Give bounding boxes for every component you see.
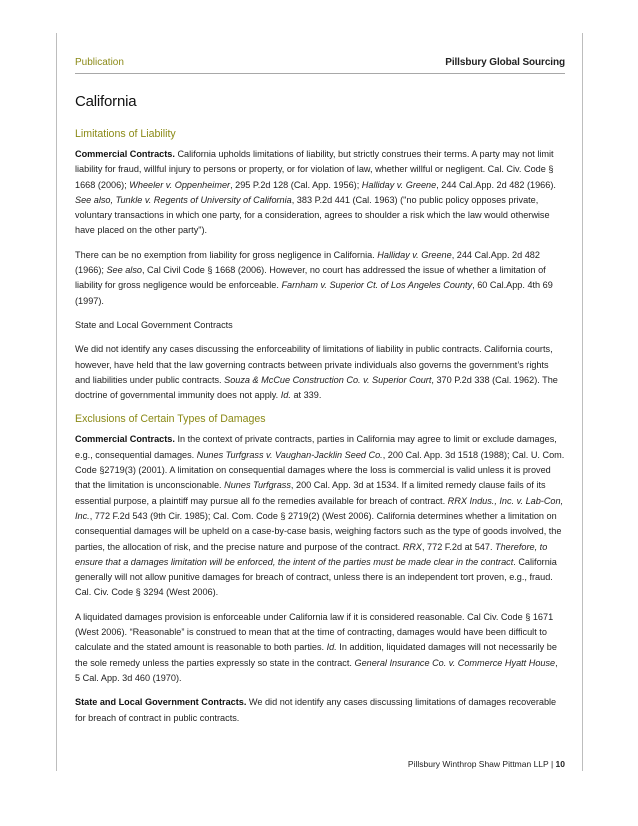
section-heading-limitations: Limitations of Liability (75, 128, 176, 140)
paragraph-subheading-government: State and Local Government Contracts (75, 319, 233, 330)
paragraph-text: , 244 Cal.App. 2d 482 (1966). (436, 179, 556, 190)
paragraph-text: , 5 Cal. App. 3d 460 (1970). (75, 657, 558, 683)
header-series-title: Pillsbury Global Sourcing (445, 57, 565, 68)
case-citation: General Insurance Co. v. Commerce Hyatt House (354, 657, 556, 668)
paragraph-text: . California generally will not allow punitive damages for breach of contract, unless there is an independent tort proven, e.g., fraud. Cal. Civ. Code § 3294 (West 2006). (75, 556, 557, 598)
case-citation: Id. (326, 642, 337, 653)
case-citation: Nunes Turfgrass v. Vaughan-Jacklin Seed Co. (196, 449, 383, 460)
page-number: 10 (555, 759, 565, 769)
case-citation: Halliday v. Greene (377, 249, 452, 260)
footer-separator: | (550, 759, 554, 769)
paragraph-gross-negligence (75, 248, 565, 309)
case-citation: Halliday v. Greene (361, 179, 437, 190)
paragraph-liquidated-damages (75, 610, 565, 686)
paragraph-text: , 772 F.2d 543 (9th Cir. 1985); Cal. Com. Code § 2719(2) (West 2006). California determines whether a limitation on consequential damages will be upheld on a case-by-case basis, weighing factors such as the type of goods involved, the parties, the allocation of risk, and the precise nature and purpose of the contract. (75, 510, 562, 552)
header-divider (75, 73, 565, 74)
page-title: California (75, 93, 137, 110)
section-heading-exclusions: Exclusions of Certain Types of Damages (75, 413, 266, 426)
paragraph-text: , 200 Cal. App. 3d 1518 (1988); Cal. U. Com. Code §2719(3) (2001). A limitation on consequential damages where the loss is commercial is valid unless it is proved that the limitation is unconscionable. (75, 449, 565, 491)
page-footer (408, 759, 565, 769)
paragraph-lead: Commercial Contracts. (75, 434, 175, 445)
page-frame-left (56, 33, 57, 771)
paragraph-text: , 383 P.2d 441 (Cal. 1963) ("no public policy opposes private, voluntary transactions in which one party, for a consideration, agrees to shoulder a risk which the law would otherwise have placed on the other party"). (75, 194, 550, 236)
paragraph-text: , 244 Cal.App. 2d 482 (1966); (75, 249, 540, 276)
paragraph-text: A liquidated damages provision is enforceable under California law if it is considered reasonable. Cal Civ. Code § 1671 (West 2006). “Reasonable” is construed to mean that at the time of contracting, damages would have been difficult to calculate and the stated amount is reasonable to both parties. (75, 611, 554, 653)
case-citation: Wheeler v. Oppenheimer (129, 179, 231, 190)
case-citation: RRX Indus., Inc. v. Lab-Con, Inc. (75, 495, 564, 521)
emphasis-text: Therefore, to ensure that a damages limitation will be enforced, the intent of the parties must be made clear in the contract (75, 541, 548, 567)
paragraph-text: We did not identify any cases discussing the enforceability of limitations of liability in public contracts. California courts, however, have held that the law governing contracts between private individuals also governs the government’s rights and liabilities under public contracts. (75, 344, 553, 385)
paragraph-text: California upholds limitations of liability, but strictly construes their terms. A party may not limit liability for fraud, willful injury to persons or property, or for violation of law, whether willful or negligent. Cal. Civ. Code § 1668 (2006); (75, 149, 554, 190)
case-citation: See also, Tunkle v. Regents of University of California (75, 194, 292, 205)
paragraph-public-contracts-liability (75, 342, 565, 403)
paragraph-text: , 370 P.2d 338 (Cal. 1962). The doctrine of governmental immunity does not apply. (75, 374, 558, 401)
case-citation: RRX (402, 541, 422, 552)
paragraph-text: , 60 Cal.App. 4th 69 (1997). (75, 280, 553, 306)
header-publication-label: Publication (75, 57, 124, 68)
paragraph-commercial-contracts-liability (75, 147, 565, 239)
case-citation: Souza & McCue Construction Co. v. Superior Court (224, 374, 432, 385)
paragraph-text: , Cal Civil Code § 1668 (2006). However, no court has addressed the issue of whether a limitation of liability for gross negligence would be enforceable. (75, 265, 546, 291)
case-citation: See also (106, 265, 142, 276)
case-citation: Nunes Turfgrass (224, 480, 291, 491)
case-citation: Id. (280, 390, 291, 401)
document-body (75, 127, 565, 735)
paragraph-text: , 772 F.2d at 547. (421, 541, 496, 552)
paragraph-public-contracts-damages (75, 695, 565, 726)
paragraph-text: In the context of private contracts, parties in California may agree to limit or exclude damages, e.g., consequential damages. (75, 434, 557, 460)
paragraph-lead: Commercial Contracts. (75, 149, 175, 159)
paragraph-text: We did not identify any cases discussing limitations of damages recoverable for breach of contract in public contracts. (75, 697, 557, 723)
paragraph-text: at 339. (290, 390, 322, 401)
paragraph-text: In addition, liquidated damages will not necessarily be the sole remedy unless the parties expressly so state in the contract. (75, 642, 557, 668)
paragraph-text: There can be no exemption from liability for gross negligence in California. (75, 249, 378, 260)
page-frame-right (582, 33, 583, 771)
paragraph-text: , 200 Cal. App. 3d at 1534. If a limited remedy clause fails of its essential purpose, a plaintiff may pursue all fo the remedies available for breach of contract. (75, 480, 546, 506)
footer-firm-name: Pillsbury Winthrop Shaw Pittman LLP (407, 759, 549, 769)
paragraph-commercial-contracts-damages (75, 432, 565, 600)
case-citation: Farnham v. Superior Ct. of Los Angeles County (281, 280, 473, 291)
paragraph-lead: State and Local Government Contracts. (75, 697, 247, 708)
paragraph-text: , 295 P.2d 128 (Cal. App. 1956); (230, 179, 362, 190)
